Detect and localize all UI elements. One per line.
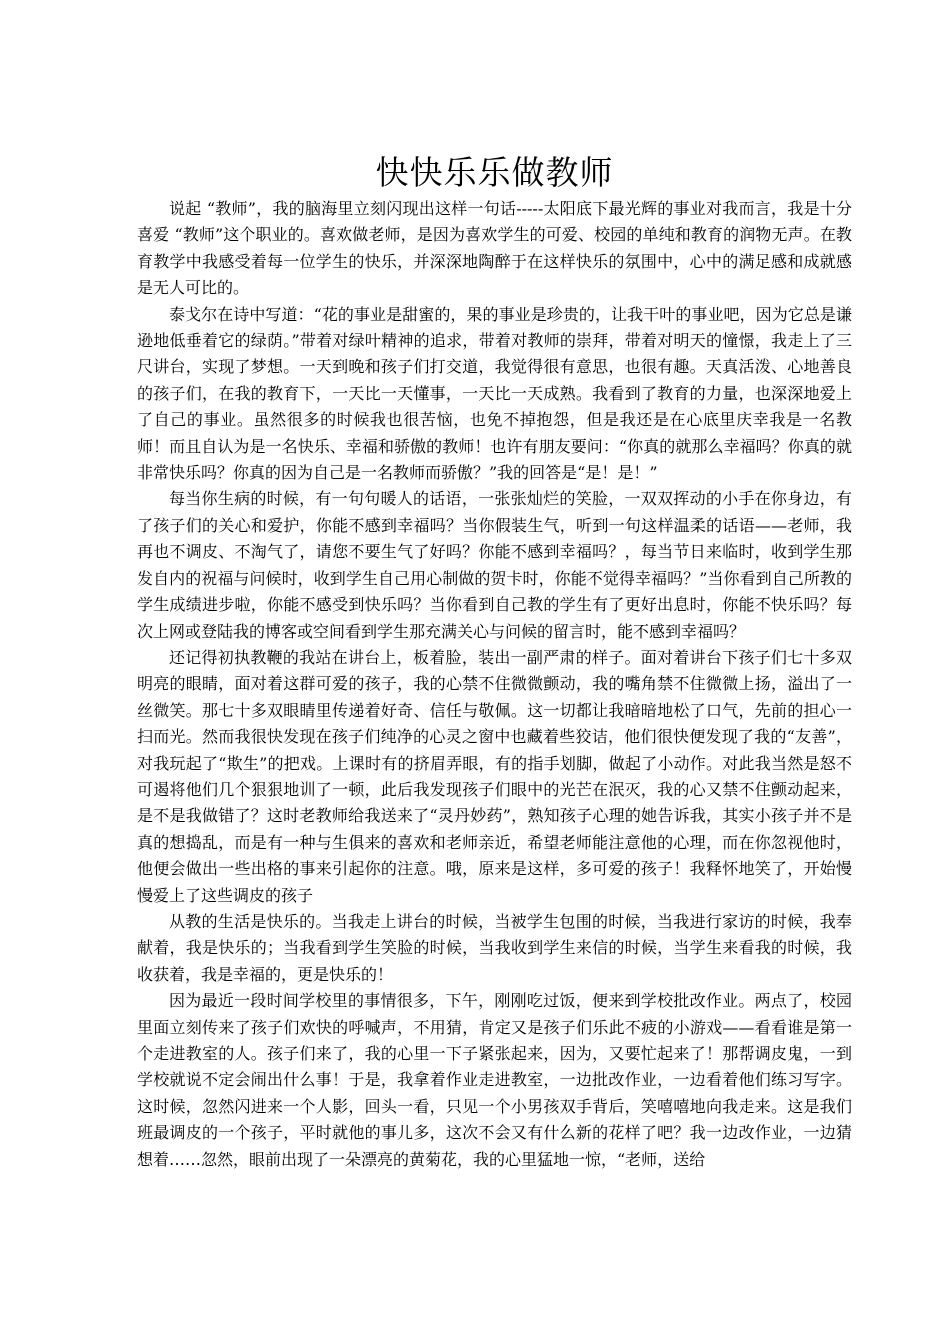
paragraph-5: 从教的生活是快乐的。当我走上讲台的时候，当被学生包围的时候，当我进行家访的时候，我奉献着，我是快乐的；当我看到学生笑脸的时候，当我收到学生来信的时候，当学生来看我的时候，我收获着，我是幸福的，更是快乐的！ (137, 911, 852, 984)
document-page (137, 150, 852, 1173)
paragraph-2: 泰戈尔在诗中写道：“花的事业是甜蜜的，果的事业是珍贵的，让我干叶的事业吧，因为它总是谦逊地低垂着它的绿荫。”带着对绿叶精神的追求，带着对教师的崇拜，带着对明天的憧憬，我走上了三尺讲台，实现了梦想。一天到晚和孩子们打交道，我觉得很有意思，也很有趣。天真活泼、心地善良的孩子们，在我的教育下，一天比一天懂事，一天比一天成熟。我看到了教育的力量，也深深地爱上了自己的事业。虽然很多的时候我也很苦恼，也免不掉抱怨，但是我还是在心底里庆幸我是一名教师！而且自认为是一名快乐、幸福和骄傲的教师！也许有朋友要问：“你真的就那么幸福吗？你真的就非常快乐吗？你真的因为自己是一名教师而骄傲？”我的回答是“是！是！” (137, 304, 852, 483)
document-title: 快快乐乐做教师 (375, 153, 614, 192)
paragraph-3: 每当你生病的时候，有一句句暖人的话语，一张张灿烂的笑脸，一双双挥动的小手在你身边，有了孩子们的关心和爱护，你能不感到幸福吗？当你假装生气，听到一句这样温柔的话语——老师，我再也不调皮、不淘气了，请您不要生气了好吗？你能不感到幸福吗？，每当节日来临时，收到学生那发自内的祝福与问候时，收到学生自己用心制做的贺卡时，你能不觉得幸福吗？”当你看到自己所教的学生成绩进步啦，你能不感受到快乐吗？当你看到自己教的学生有了更好出息时，你能不快乐吗？每次上网或登陆我的博客或空间看到学生那充满关心与问候的留言时，能不感到幸福吗？ (137, 489, 852, 641)
paragraph-1: 说起 “教师”，我的脑海里立刻闪现出这样一句话-----太阳底下最光辉的事业对我而言，我是十分喜爱 “教师”这个职业的。喜欢做老师，是因为喜欢学生的可爱、校园的单纯和教育的润物无声。在教育教学中我感受着每一位学生的快乐，并深深地陶醉于在这样快乐的氛围中，心中的满足感和成就感是无人可比的。 (137, 199, 852, 298)
paragraph-6: 因为最近一段时间学校里的事情很多，下午，刚刚吃过饭，便来到学校批改作业。两点了，校园里面立刻传来了孩子们欢快的呼喊声，不用猜，肯定又是孩子们乐此不疲的小游戏——看看谁是第一个走进教室的人。孩子们来了，我的心里一下子紧张起来，因为，又要忙起来了！那帮调皮鬼，一到学校就说不定会闹出什么事！于是，我拿着作业走进教室，一边批改作业，一边看着他们练习写字。这时候，忽然闪进来一个人影，回头一看，只见一个小男孩双手背后，笑嘻嘻地向我走来。这是我们班最调皮的一个孩子，平时就他的事儿多，这次不会又有什么新的花样了吧？我一边改作业，一边猜想着……忽然，眼前出现了一朵漂亮的黄菊花，我的心里猛地一惊，“老师，送给 (137, 991, 852, 1169)
paragraph-4: 还记得初执教鞭的我站在讲台上，板着脸，装出一副严肃的样子。面对着讲台下孩子们七十多双明亮的眼睛，面对着这群可爱的孩子，我的心禁不住微微颤动，我的嘴角禁不住微微上扬，溢出了一丝微笑。那七十多双眼睛里传递着好奇、信任与敬佩。这一切都让我暗暗地松了口气，先前的担心一扫而光。然而我很快发现在孩子们纯净的心灵之窗中也藏着些狡诘，他们很快便发现了我的“友善”，对我玩起了“欺生”的把戏。上课时有的挤眉弄眼，有的指手划脚，做起了小动作。对此我当然是怒不可遏将他们几个狠狠地训了一顿，此后我发现孩子们眼中的光芒在泯灭，我的心又禁不住颤动起来，是不是我做错了？这时老教师给我送来了“灵丹妙药”，熟知孩子心理的她告诉我，其实小孩子并不是真的想捣乱，而是有一种与生俱来的喜欢和老师亲近，希望老师能注意他的心理，而在你忽视他时，他便会做出一些出格的事来引起你的注意。哦，原来是这样，多可爱的孩子！我释怀地笑了，开始慢慢爱上了这些调皮的孩子 (137, 647, 852, 905)
